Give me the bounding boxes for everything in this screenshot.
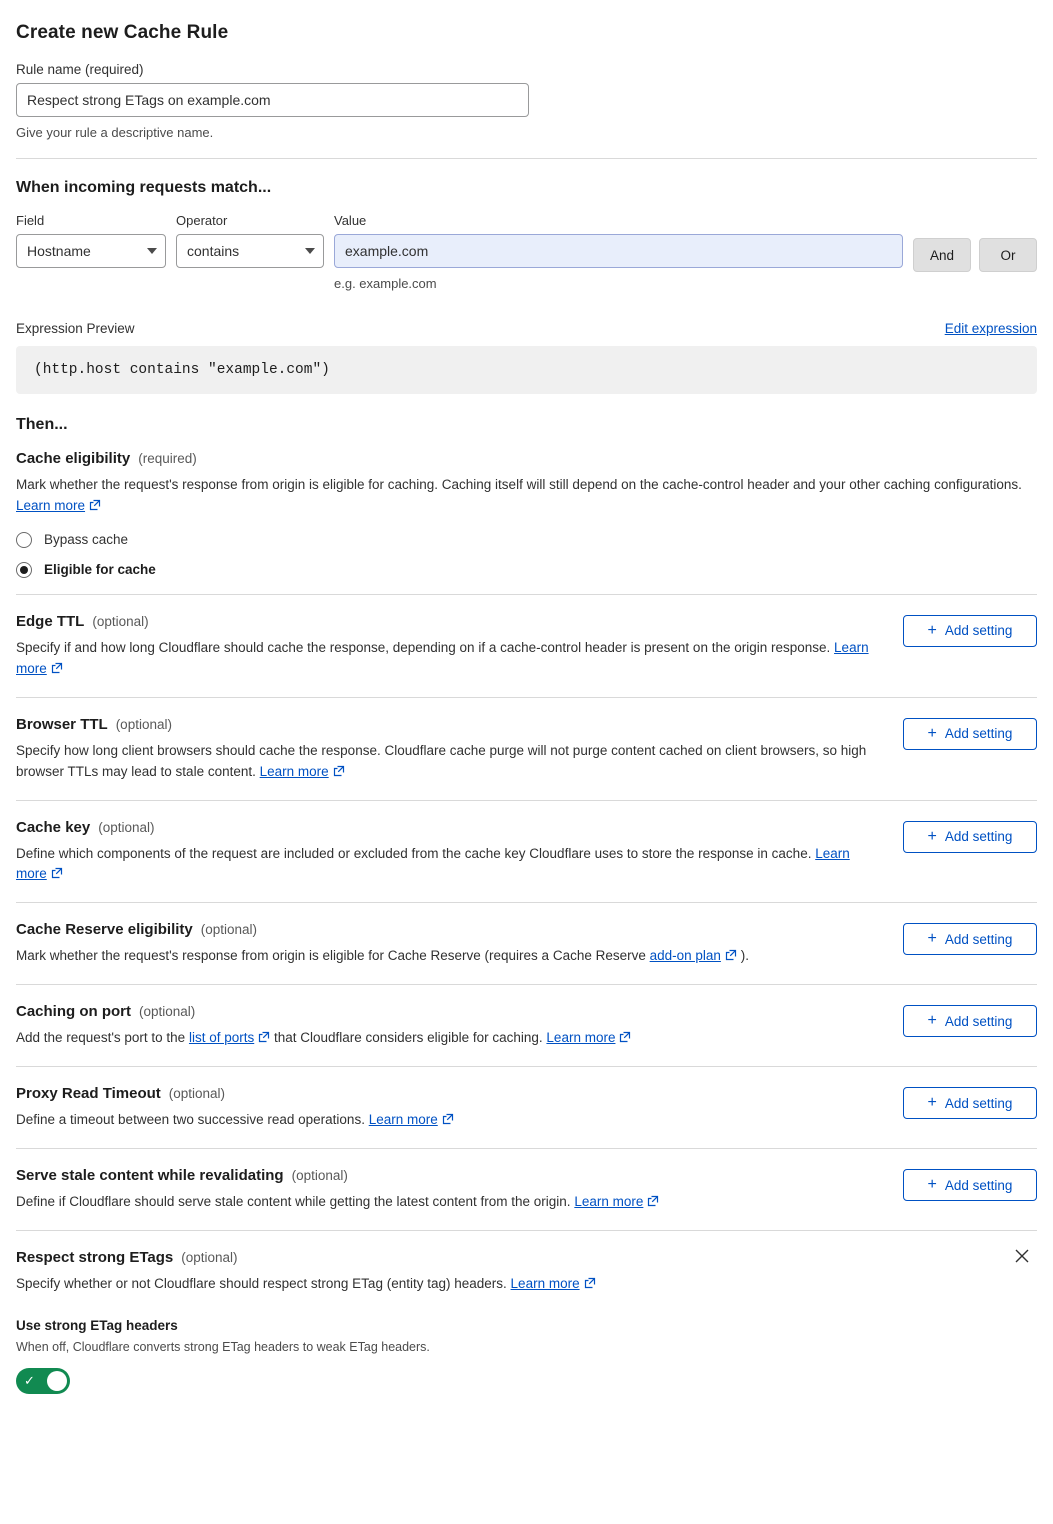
value-column bbox=[334, 213, 903, 291]
or-button[interactable]: Or bbox=[979, 238, 1037, 272]
setting-browser-ttl-learn-more-link[interactable]: Learn more bbox=[259, 763, 329, 779]
setting-proxy-read-timeout-optional: (optional) bbox=[168, 1086, 226, 1102]
setting-browser-ttl bbox=[16, 698, 1037, 801]
divider-1 bbox=[16, 158, 1037, 159]
and-button[interactable]: And bbox=[913, 238, 971, 272]
setting-cache-key bbox=[16, 801, 1037, 904]
setting-cache-reserve-optional: (optional) bbox=[200, 922, 258, 938]
field-column bbox=[16, 213, 166, 268]
rule-name-helper: Give your rule a descriptive name. bbox=[16, 125, 214, 140]
radio-bypass-cache[interactable] bbox=[16, 532, 1037, 548]
setting-caching-on-port-learn-more-link[interactable]: Learn more bbox=[546, 1030, 616, 1046]
field-label: Field bbox=[16, 213, 45, 228]
plus-icon: + bbox=[927, 724, 937, 742]
add-setting-browser-ttl-label: Add setting bbox=[944, 726, 1013, 742]
list-of-ports-link[interactable]: list of ports bbox=[188, 1030, 255, 1046]
external-link-icon bbox=[619, 1029, 631, 1050]
setting-cache-key-name: Cache key bbox=[16, 818, 91, 836]
value-input[interactable] bbox=[334, 234, 903, 268]
setting-edge-ttl-optional: (optional) bbox=[92, 613, 149, 629]
add-setting-serve-stale-button[interactable] bbox=[903, 1169, 1037, 1201]
etags-toggle-label: Use strong ETag headers bbox=[16, 1317, 178, 1333]
cache-eligibility-head bbox=[16, 450, 1037, 467]
setting-proxy-read-timeout-description: Define a timeout between two successive read operations. bbox=[16, 1112, 365, 1128]
setting-proxy-read-timeout bbox=[16, 1067, 1037, 1149]
setting-caching-on-port-optional: (optional) bbox=[139, 1004, 196, 1020]
add-setting-browser-ttl-button[interactable] bbox=[903, 718, 1037, 750]
setting-etags-learn-more-link[interactable]: Learn more bbox=[510, 1276, 580, 1292]
setting-cache-reserve-description-post: ). bbox=[740, 948, 749, 964]
rule-name-input[interactable] bbox=[16, 83, 529, 117]
setting-etags-description: Specify whether or not Cloudflare should respect strong ETag (entity tag) headers. bbox=[16, 1276, 507, 1292]
cache-eligibility-description-text: Mark whether the request's response from origin is eligible for caching. Caching itself will still depend on the cache-control header and your other caching configurations. bbox=[16, 477, 1022, 492]
add-setting-cache-reserve-label: Add setting bbox=[944, 931, 1013, 947]
add-setting-edge-ttl-label: Add setting bbox=[944, 623, 1013, 639]
setting-respect-strong-etags bbox=[16, 1231, 1037, 1414]
rule-name-group bbox=[16, 62, 1037, 140]
add-setting-cache-key-label: Add setting bbox=[944, 829, 1013, 845]
setting-caching-on-port bbox=[16, 985, 1037, 1067]
rule-name-label: Rule name (required) bbox=[16, 62, 144, 77]
setting-caching-on-port-description-pre: Add the request's port to the bbox=[16, 1030, 186, 1046]
match-section-title: When incoming requests match... bbox=[16, 179, 272, 196]
setting-edge-ttl bbox=[16, 595, 1037, 698]
external-link-icon bbox=[333, 763, 345, 784]
setting-browser-ttl-name: Browser TTL bbox=[16, 715, 108, 733]
radio-eligible-for-cache[interactable] bbox=[16, 562, 1037, 578]
external-link-icon bbox=[725, 947, 737, 968]
add-setting-caching-on-port-label: Add setting bbox=[944, 1013, 1013, 1029]
cache-eligibility-required: (required) bbox=[138, 451, 197, 466]
page-title: Create new Cache Rule bbox=[16, 22, 229, 43]
setting-browser-ttl-optional: (optional) bbox=[115, 716, 172, 732]
then-title: Then... bbox=[16, 416, 68, 433]
cache-eligibility-learn-more-link[interactable]: Learn more bbox=[16, 497, 86, 513]
setting-etags-name: Respect strong ETags bbox=[16, 1249, 174, 1267]
add-setting-proxy-read-timeout-label: Add setting bbox=[944, 1095, 1013, 1111]
external-link-icon bbox=[258, 1029, 270, 1050]
cache-eligibility-name: Cache eligibility bbox=[16, 450, 131, 467]
cache-eligibility-block bbox=[16, 434, 1037, 595]
add-setting-cache-reserve-button[interactable] bbox=[903, 923, 1037, 955]
external-link-icon bbox=[442, 1111, 454, 1132]
setting-cache-key-learn-more-link[interactable]: Learn more bbox=[16, 845, 850, 882]
setting-cache-key-optional: (optional) bbox=[98, 819, 155, 835]
toggle-knob bbox=[47, 1371, 67, 1391]
setting-edge-ttl-description: Specify if and how long Cloudflare should cache the response, depending on if a cache-control header is present on the origin response. bbox=[16, 639, 831, 655]
setting-proxy-read-timeout-learn-more-link[interactable]: Learn more bbox=[368, 1112, 438, 1128]
plus-icon: + bbox=[927, 930, 937, 948]
field-select-value: Hostname bbox=[27, 243, 91, 259]
field-select[interactable] bbox=[16, 234, 166, 268]
plus-icon: + bbox=[927, 1176, 937, 1194]
setting-cache-reserve-name: Cache Reserve eligibility bbox=[16, 921, 193, 939]
setting-edge-ttl-name: Edge TTL bbox=[16, 612, 85, 630]
external-link-icon bbox=[89, 497, 101, 518]
setting-cache-key-description: Define which components of the request are included or excluded from the cache key Cloudflare uses to store the response in cache. bbox=[16, 845, 812, 861]
add-setting-cache-key-button[interactable] bbox=[903, 821, 1037, 853]
operator-select[interactable] bbox=[176, 234, 324, 268]
setting-etags-optional: (optional) bbox=[181, 1250, 238, 1266]
expression-header bbox=[16, 321, 1037, 336]
chevron-down-icon bbox=[147, 248, 157, 254]
setting-serve-stale-name: Serve stale content while revalidating bbox=[16, 1167, 284, 1185]
logic-buttons bbox=[913, 213, 1037, 272]
match-row bbox=[16, 213, 1037, 291]
cache-eligibility-description bbox=[16, 475, 1037, 518]
value-hint: e.g. example.com bbox=[334, 276, 437, 291]
add-setting-caching-on-port-button[interactable] bbox=[903, 1005, 1037, 1037]
plus-icon: + bbox=[927, 827, 937, 845]
radio-eligible-for-cache-icon bbox=[16, 562, 32, 578]
plus-icon: + bbox=[927, 621, 937, 639]
operator-select-value: contains bbox=[187, 243, 240, 259]
setting-serve-stale-description: Define if Cloudflare should serve stale content while getting the latest content from the origin. bbox=[16, 1194, 571, 1210]
setting-caching-on-port-name: Caching on port bbox=[16, 1003, 131, 1021]
cache-reserve-add-on-plan-link[interactable]: add-on plan bbox=[649, 948, 721, 964]
plus-icon: + bbox=[927, 1094, 937, 1112]
etags-toggle[interactable] bbox=[16, 1368, 70, 1394]
etags-toggle-description: When off, Cloudflare converts strong ETag headers to weak ETag headers. bbox=[16, 1339, 430, 1354]
radio-bypass-cache-icon bbox=[16, 532, 32, 548]
external-link-icon bbox=[584, 1275, 596, 1296]
setting-serve-stale-optional: (optional) bbox=[291, 1168, 348, 1184]
edit-expression-link[interactable]: Edit expression bbox=[944, 321, 1037, 336]
setting-caching-on-port-description-post: that Cloudflare considers eligible for caching. bbox=[274, 1030, 543, 1046]
expression-preview-label: Expression Preview bbox=[16, 321, 135, 336]
operator-column bbox=[176, 213, 324, 268]
setting-cache-reserve bbox=[16, 903, 1037, 985]
setting-serve-stale bbox=[16, 1149, 1037, 1231]
add-setting-proxy-read-timeout-button[interactable] bbox=[903, 1087, 1037, 1119]
add-setting-serve-stale-label: Add setting bbox=[944, 1177, 1013, 1193]
expression-preview-box: (http.host contains "example.com") bbox=[16, 346, 1037, 394]
setting-proxy-read-timeout-name: Proxy Read Timeout bbox=[16, 1085, 161, 1103]
radio-bypass-cache-label: Bypass cache bbox=[44, 532, 129, 548]
add-setting-edge-ttl-button[interactable] bbox=[903, 615, 1037, 647]
operator-label: Operator bbox=[176, 213, 228, 228]
external-link-icon bbox=[51, 660, 63, 681]
setting-browser-ttl-description: Specify how long client browsers should cache the response. Cloudflare cache purge will not purge content cached on client browsers, so high browser TTLs may lead to stale content. bbox=[16, 742, 867, 779]
external-link-icon bbox=[647, 1193, 659, 1214]
radio-eligible-for-cache-label: Eligible for cache bbox=[44, 562, 156, 578]
plus-icon: + bbox=[927, 1012, 937, 1030]
setting-serve-stale-learn-more-link[interactable]: Learn more bbox=[574, 1194, 644, 1210]
setting-edge-ttl-learn-more-link[interactable]: Learn more bbox=[16, 639, 869, 676]
check-icon: ✓ bbox=[24, 1373, 35, 1389]
external-link-icon bbox=[51, 865, 63, 886]
chevron-down-icon bbox=[305, 248, 315, 254]
setting-cache-reserve-description-pre: Mark whether the request's response from origin is eligible for Cache Reserve (requires a Cache Reserve bbox=[16, 948, 646, 964]
value-label: Value bbox=[334, 213, 367, 228]
close-icon[interactable] bbox=[1011, 1245, 1033, 1267]
